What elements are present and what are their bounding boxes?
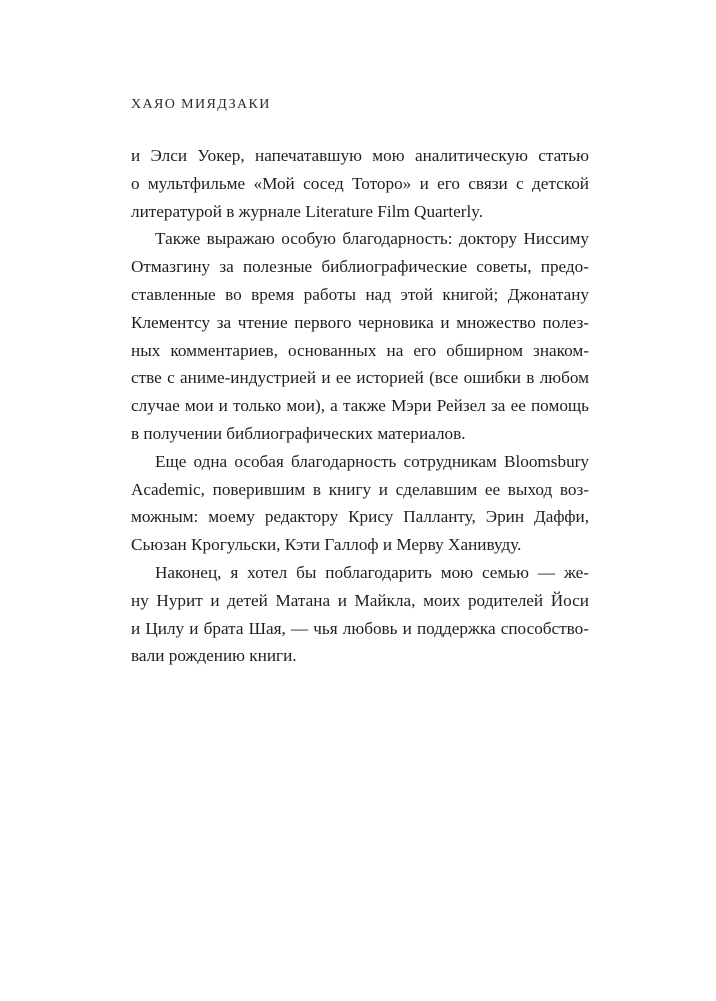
text-line: ну Нурит и детей Матана и Майкла, моих родителей Йоси <box>131 590 589 610</box>
text-line: ставленные во время работы над этой книгой; Джонатану <box>131 284 589 304</box>
text-line: Клементсу за чтение первого черновика и множество полез- <box>131 312 589 332</box>
running-header: ХАЯО МИЯДЗАКИ <box>131 97 271 112</box>
body-text <box>131 142 589 670</box>
text-line: можным: моему редактору Крису Палланту, Эрин Даффи, <box>131 507 589 527</box>
text-line: и Цилу и брата Шая, — чья любовь и поддержка способство- <box>131 618 589 638</box>
paragraph-start-line: Еще одна особая благодарность сотрудникам Bloomsbury <box>155 451 589 471</box>
paragraph-start-line: Наконец, я хотел бы поблагодарить мою семью — же- <box>155 562 589 582</box>
text-line: стве с аниме-индустрией и ее историей (все ошибки в любом <box>131 368 589 388</box>
text-line: ных комментариев, основанных на его обширном знаком- <box>131 340 589 360</box>
text-line: и Элси Уокер, напечатавшую мою аналитическую статью <box>131 146 589 165</box>
text-line: в получении библиографических материалов. <box>131 423 466 443</box>
text-line: случае мои и только мои), а также Мэри Рейзел за ее помощь <box>131 396 589 416</box>
text-line: литературой в журнале Literature Film Quarterly. <box>131 201 484 221</box>
text-line: Academic, поверившим в книгу и сделавшим ее выход воз- <box>131 479 589 499</box>
text-line: Отмазгину за полезные библиографические советы, предо- <box>131 257 589 277</box>
text-line: о мультфильме «Мой сосед Тоторо» и его связи с детской <box>131 173 589 193</box>
paragraph-start-line: Также выражаю особую благодарность: доктору Ниссиму <box>155 229 589 249</box>
text-line: вали рождению книги. <box>131 646 297 666</box>
text-line: Сьюзан Крогульски, Кэти Галлоф и Мерву Ханивуду. <box>131 535 522 555</box>
